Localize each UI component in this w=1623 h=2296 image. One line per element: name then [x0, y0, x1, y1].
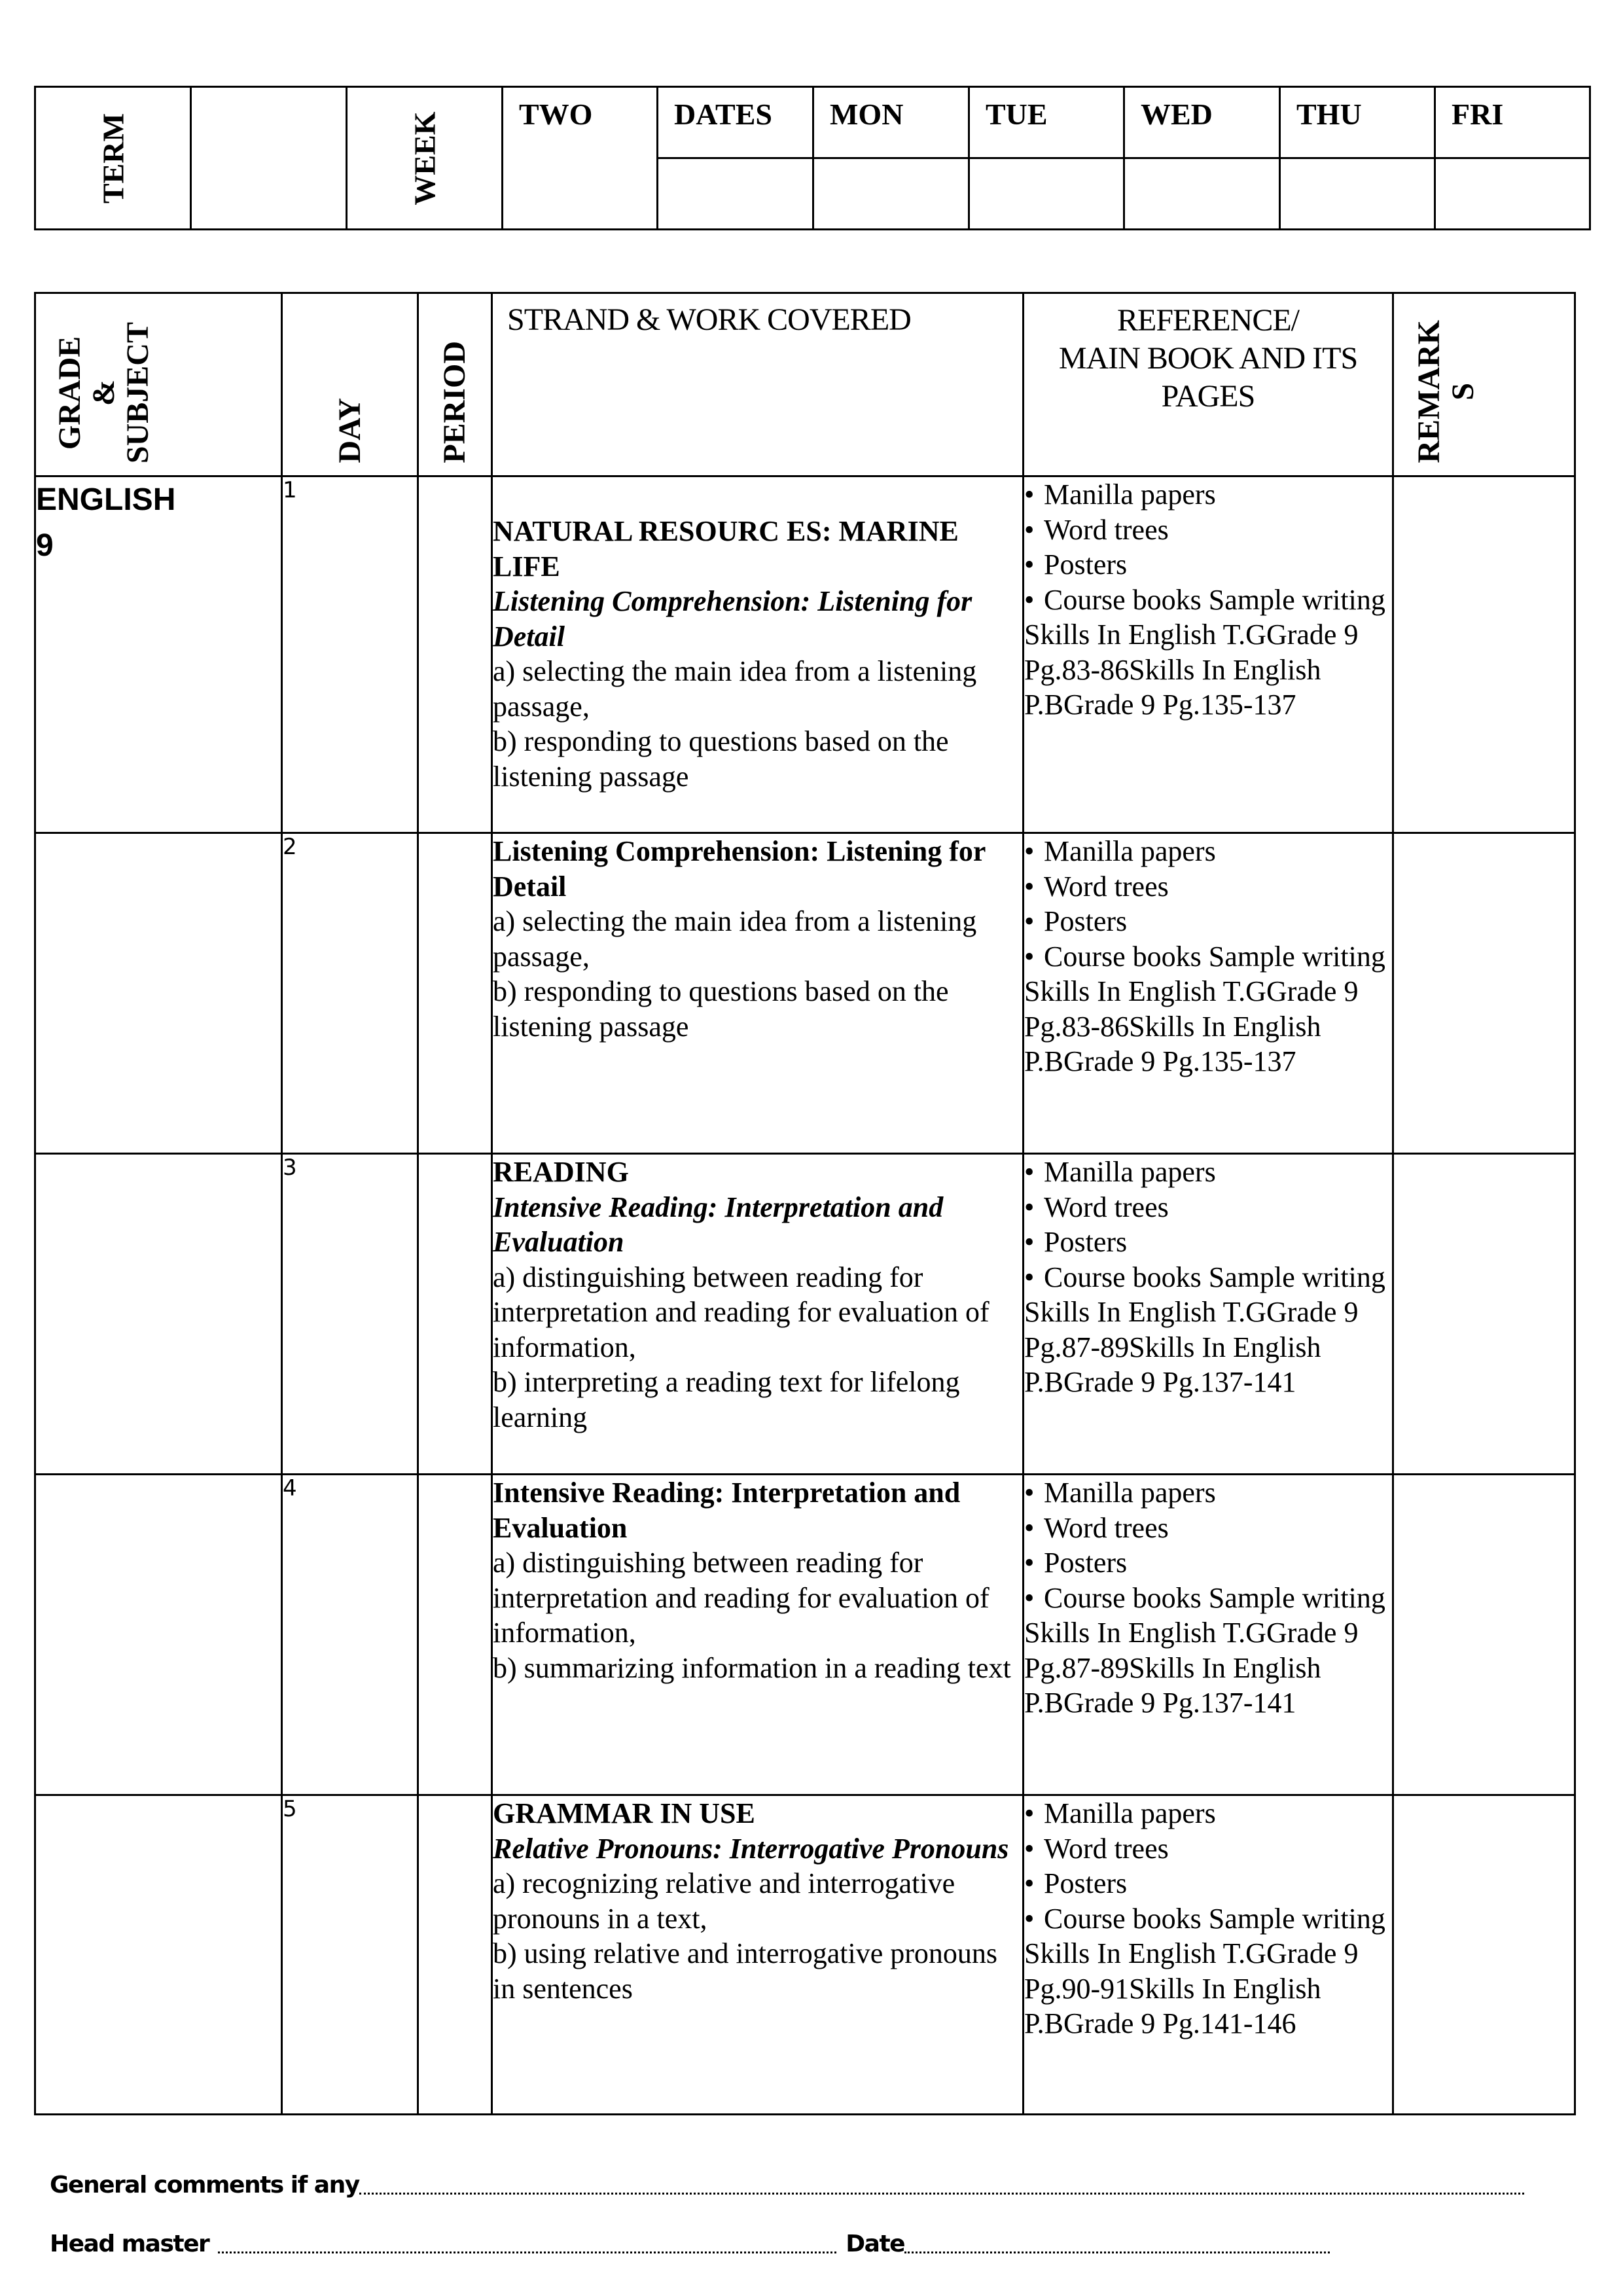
topic-title: Relative Pronouns: Interrogative Pronouns — [493, 1832, 1009, 1865]
header-strand: STRAND & WORK COVERED — [492, 293, 1024, 476]
day-header-fri: FRI — [1435, 87, 1590, 158]
reference-item: • Word trees — [1024, 513, 1169, 546]
reference-item: • Posters — [1024, 1547, 1128, 1579]
topic-title: Intensive Reading: Interpretation and Evaluation — [493, 1191, 944, 1258]
work-covered-cell — [492, 1475, 1024, 1795]
term-label-cell — [35, 87, 191, 230]
remarks-cell[interactable] — [1393, 1475, 1575, 1795]
subject-cell-empty — [35, 833, 282, 1154]
reference-item: • Posters — [1024, 905, 1128, 937]
date-field[interactable] — [904, 2251, 1330, 2253]
day-number: 3 — [282, 1154, 418, 1475]
table-row — [35, 1795, 1575, 2115]
objective-b: b) using relative and interrogative pronouns in sentences — [493, 1937, 998, 2005]
remarks-cell[interactable] — [1393, 476, 1575, 833]
topic-title: Listening Comprehension: Listening for Detail — [493, 585, 972, 653]
reference-item: • Manilla papers — [1024, 1797, 1216, 1829]
reference-cell — [1024, 1475, 1393, 1795]
reference-item: • Manilla papers — [1024, 1156, 1216, 1188]
objective-b: b) responding to questions based on the listening passage — [493, 975, 949, 1043]
remarks-cell[interactable] — [1393, 833, 1575, 1154]
period-cell[interactable] — [418, 833, 492, 1154]
date-label: Date — [846, 2231, 905, 2257]
header-remarks: REMARK S — [1393, 293, 1575, 476]
reference-item: • Posters — [1024, 1867, 1128, 1899]
strand-title: NATURAL RESOURC ES: MARINE LIFE — [493, 515, 959, 583]
dates-value-cell[interactable] — [658, 158, 813, 230]
reference-item: • Course books Sample writing Skills In English T.GGrade 9 Pg.90-91Skills In English P.BGrade 9 Pg.141-146 — [1024, 1902, 1385, 2039]
day-header-mon: MON — [813, 87, 969, 158]
topic-title: Intensive Reading: Interpretation and Evaluation — [493, 1477, 961, 1544]
objective-a: a) recognizing relative and interrogative pronouns in a text, — [493, 1867, 955, 1935]
objective-b: b) summarizing information in a reading text — [493, 1651, 1011, 1684]
table-row — [35, 833, 1575, 1154]
week-label-cell — [347, 87, 503, 230]
remarks-cell[interactable] — [1393, 1795, 1575, 2115]
table-header-row — [35, 293, 1575, 476]
table-row — [35, 1154, 1575, 1475]
reference-item: • Course books Sample writing Skills In English T.GGrade 9 Pg.83-86Skills In English P.BGrade 9 Pg.135-137 — [1024, 940, 1385, 1077]
strand-title: GRAMMAR IN USE — [493, 1797, 755, 1829]
period-cell[interactable] — [418, 1154, 492, 1475]
date-cell-tue[interactable] — [969, 158, 1124, 230]
scheme-table — [34, 292, 1576, 2115]
reference-cell — [1024, 1154, 1393, 1475]
reference-cell — [1024, 1795, 1393, 2115]
period-cell[interactable] — [418, 1475, 492, 1795]
subject-cell-empty — [35, 1475, 282, 1795]
date-cell-mon[interactable] — [813, 158, 969, 230]
objective-b: b) interpreting a reading text for lifelong learning — [493, 1366, 960, 1433]
table-row — [35, 476, 1575, 833]
table-row — [35, 1475, 1575, 1795]
reference-item: • Manilla papers — [1024, 1477, 1216, 1509]
reference-item: • Word trees — [1024, 870, 1169, 903]
general-comments-label: General comments if any — [50, 2172, 359, 2198]
period-cell[interactable] — [418, 1795, 492, 2115]
reference-item: • Posters — [1024, 1226, 1128, 1258]
day-header-thu: THU — [1280, 87, 1435, 158]
header-grade-subject — [35, 293, 282, 476]
day-number: 5 — [282, 1795, 418, 2115]
header-period: PERIOD — [418, 293, 492, 476]
week-value: TWO — [503, 87, 658, 230]
reference-item: • Manilla papers — [1024, 835, 1216, 867]
week-label: WEEK — [408, 111, 441, 206]
date-cell-wed[interactable] — [1124, 158, 1280, 230]
subject-cell-empty — [35, 1154, 282, 1475]
reference-item: • Word trees — [1024, 1832, 1169, 1865]
signature-line — [50, 2231, 1330, 2257]
term-label: TERM — [96, 113, 130, 204]
header-grade-subject-text: GRADE & SUBJECT — [52, 321, 155, 463]
term-week-dates-table — [34, 86, 1591, 230]
dates-label: DATES — [658, 87, 813, 158]
work-covered-cell — [492, 476, 1024, 833]
header-reference: REFERENCE/ MAIN BOOK AND ITS PAGES — [1024, 293, 1393, 476]
date-cell-thu[interactable] — [1280, 158, 1435, 230]
reference-item: • Posters — [1024, 548, 1128, 581]
strand-title: READING — [493, 1156, 629, 1188]
general-comments-field[interactable] — [359, 2193, 1524, 2195]
work-covered-cell — [492, 1154, 1024, 1475]
work-covered-cell — [492, 1795, 1024, 2115]
objective-a: a) distinguishing between reading for interpretation and reading for evaluation of information, — [493, 1261, 990, 1363]
head-master-field[interactable] — [218, 2251, 836, 2253]
date-cell-fri[interactable] — [1435, 158, 1590, 230]
header-day: DAY — [282, 293, 418, 476]
reference-cell — [1024, 476, 1393, 833]
period-cell[interactable] — [418, 476, 492, 833]
work-covered-cell — [492, 833, 1024, 1154]
topic-title: Listening Comprehension: Listening for Detail — [493, 835, 986, 903]
subject-cell: ENGLISH 9 — [35, 476, 282, 833]
subject-cell-empty — [35, 1795, 282, 2115]
objective-a: a) distinguishing between reading for interpretation and reading for evaluation of information, — [493, 1547, 990, 1649]
objective-a: a) selecting the main idea from a listening passage, — [493, 905, 977, 973]
term-value-cell[interactable] — [191, 87, 347, 230]
day-header-wed: WED — [1124, 87, 1280, 158]
objective-a: a) selecting the main idea from a listening passage, — [493, 655, 977, 723]
reference-item: • Word trees — [1024, 1191, 1169, 1223]
reference-item: • Course books Sample writing Skills In English T.GGrade 9 Pg.83-86Skills In English P.BGrade 9 Pg.135-137 — [1024, 583, 1385, 721]
reference-item: • Course books Sample writing Skills In English T.GGrade 9 Pg.87-89Skills In English P.BGrade 9 Pg.137-141 — [1024, 1261, 1385, 1398]
reference-item: • Course books Sample writing Skills In English T.GGrade 9 Pg.87-89Skills In English P.BGrade 9 Pg.137-141 — [1024, 1581, 1385, 1719]
reference-cell — [1024, 833, 1393, 1154]
day-number: 4 — [282, 1475, 418, 1795]
reference-item: • Word trees — [1024, 1511, 1169, 1544]
day-number: 2 — [282, 833, 418, 1154]
head-master-label: Head master — [50, 2231, 209, 2257]
reference-item: • Manilla papers — [1024, 478, 1216, 511]
general-comments-line — [50, 2172, 1524, 2198]
objective-b: b) responding to questions based on the listening passage — [493, 725, 949, 793]
day-header-tue: TUE — [969, 87, 1124, 158]
day-number: 1 — [282, 476, 418, 833]
remarks-cell[interactable] — [1393, 1154, 1575, 1475]
